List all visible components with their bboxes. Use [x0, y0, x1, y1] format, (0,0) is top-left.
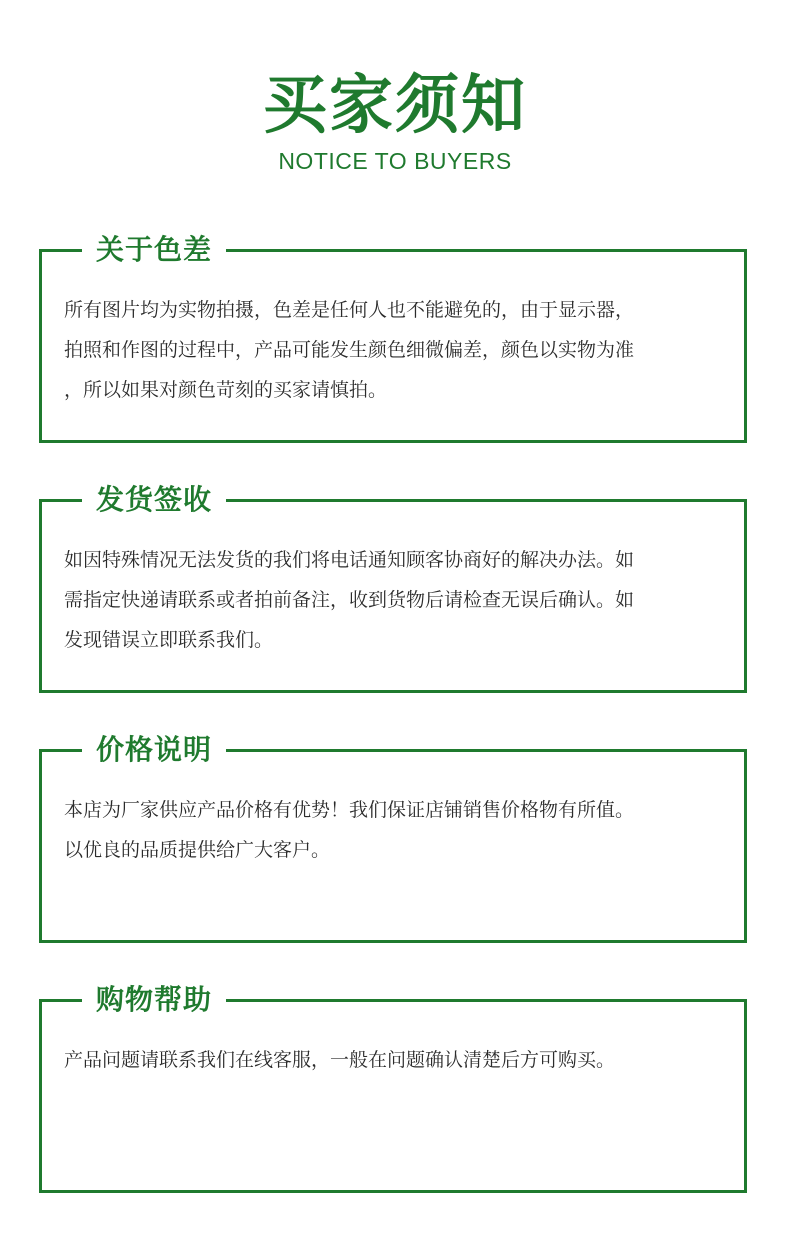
section-body	[64, 540, 724, 660]
section-color-difference	[39, 233, 747, 443]
section-title: 价格说明	[82, 725, 226, 775]
section-title: 购物帮助	[82, 975, 226, 1025]
body-line: ，所以如果对颜色苛刻的买家请慎拍。	[64, 379, 388, 401]
page-title: 买家须知	[263, 69, 527, 143]
body-line: 需指定快递请联系或者拍前备注，收到货物后请检查无误后确认。如	[64, 589, 635, 611]
body-line: 所有图片均为实物拍摄，色差是任何人也不能避免的，由于显示器，	[64, 299, 635, 321]
section-shipping-receipt	[39, 483, 747, 693]
section-title: 关于色差	[82, 225, 226, 275]
section-price-info	[39, 733, 747, 943]
section-shopping-help	[39, 983, 747, 1193]
body-line: 拍照和作图的过程中，产品可能发生颜色细微偏差，颜色以实物为准	[64, 339, 635, 361]
page-subtitle: NOTICE TO BUYERS	[278, 148, 512, 174]
body-line: 如因特殊情况无法发货的我们将电话通知顾客协商好的解决办法。如	[64, 549, 635, 571]
section-body	[64, 1040, 724, 1080]
body-line: 以优良的品质提供给广大客户。	[64, 839, 331, 861]
section-body	[64, 290, 724, 410]
section-body	[64, 790, 724, 870]
body-line: 发现错误立即联系我们。	[64, 629, 274, 651]
body-line: 产品问题请联系我们在线客服，一般在问题确认清楚后方可购买。	[64, 1049, 616, 1071]
section-title: 发货签收	[82, 475, 226, 525]
body-line: 本店为厂家供应产品价格有优势！我们保证店铺销售价格物有所值。	[64, 799, 635, 821]
